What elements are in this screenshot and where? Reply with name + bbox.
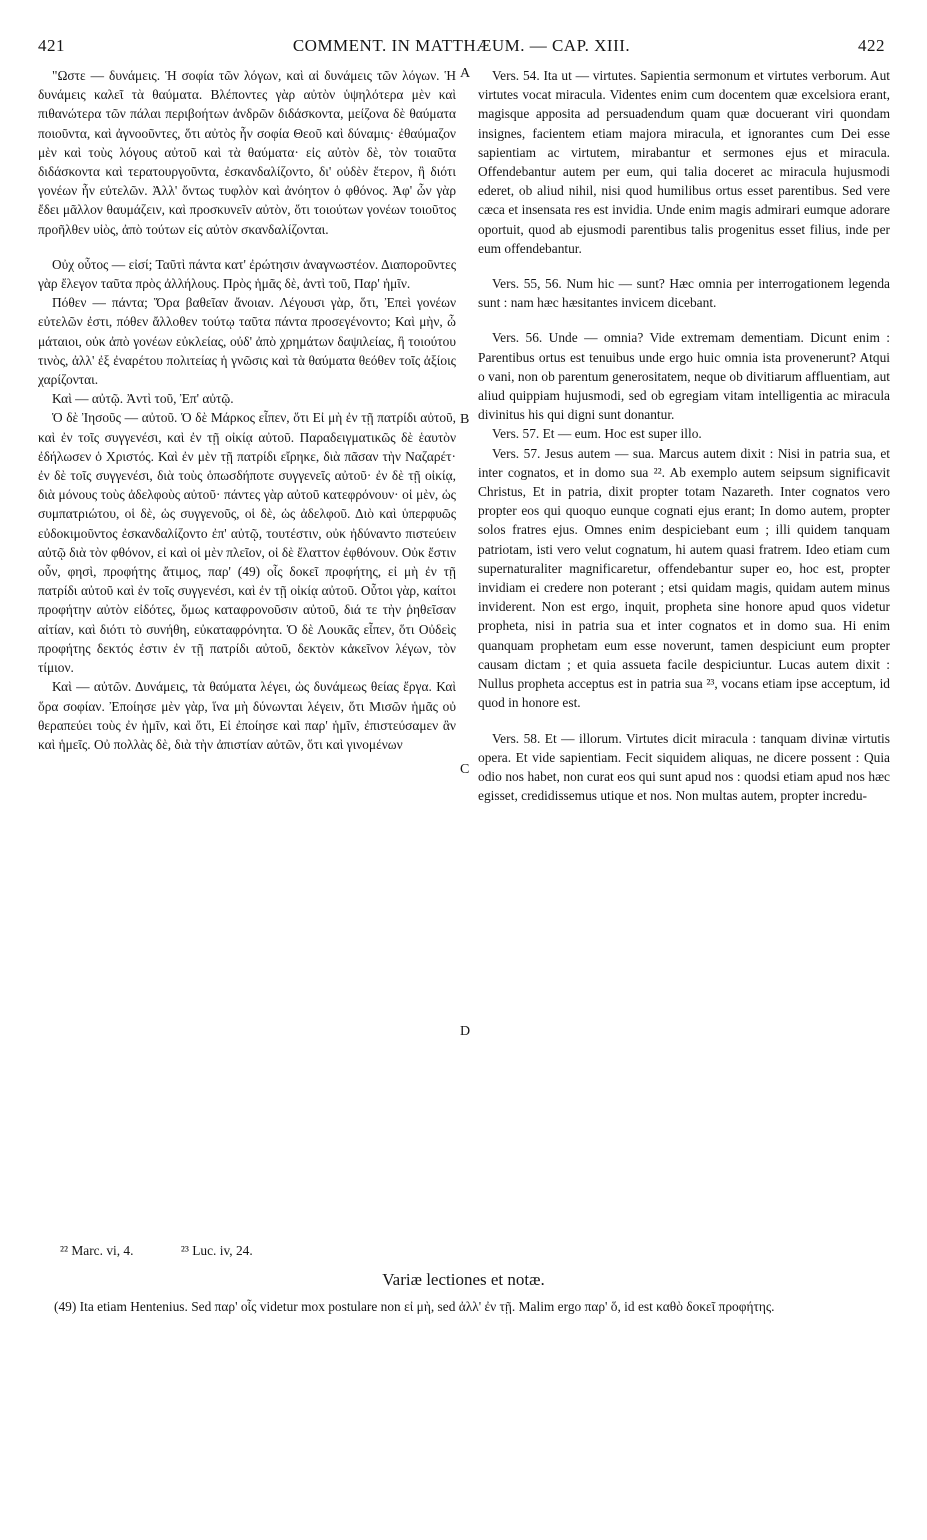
latin-column	[478, 66, 890, 805]
latin-paragraph: Vers. 58. Et — illorum. Virtutes dicit miracula : tanquam divinæ virtutis opera. Et vide sapientiam. Fecit siquidem aliquas, ne dicere possent : Quia odio nos habet, non curat eos qui sunt apud nos : quodsi etiam apud nos hæc egisset, credidissemus utique et nos. Non multas autem, propter incredu-	[478, 730, 890, 804]
running-title: COMMENT. IN MATTHÆUM. — CAP. XIII.	[292, 36, 631, 55]
greek-paragraph: Οὐχ οὗτος — εἰσί; Ταῦτὶ πάντα κατ' ἐρώτησιν ἀναγνωστέον. Διαποροῦντες γὰρ ἔλεγον ταῦτα πρὸς ἀλλήλους. Πρὸς ἡμᾶς δὲ, ἀντὶ τοῦ, Παρ' ἡμῖν.	[38, 256, 456, 292]
greek-paragraph: Καὶ — αὐτῶν. Δυνάμεις, τὰ θαύματα λέγει, ὡς δυνάμεως θείας ἔργα. Καὶ ὅρα σοφίαν. Ἐποίησε μὲν γὰρ, ἵνα μὴ δύνωνται λέγειν, ὅτι Μισῶν ἡμᾶς οὐ θεραπεύει τοὺς ἐν ἡμῖν, καὶ ὅτι, Εἰ ἐποίησε καὶ παρ' ἡμῖν, ἐπιστεύσαμεν ἂν καὶ ἡμεῖς. Οὐ πολλὰς δὲ, διὰ τὴν ἀπιστίαν αὐτῶν, ὅτι καὶ γινομένων	[38, 679, 456, 752]
greek-paragraph: Ὁ δὲ Ἰησοῦς — αὐτοῦ. Ὁ δὲ Μάρκος εἶπεν, ὅτι Εἰ μὴ ἐν τῇ πατρίδι αὐτοῦ, καὶ ἐν τοῖς συγγενέσι, καὶ ἐν τῇ οἰκίᾳ αὐτοῦ. Παραδειγματικῶς δὲ ἑαυτὸν ἐδήλωσεν ὁ Χριστός. Καὶ ἐν μὲν τῇ πατρίδι εἴρηκε, διὰ πᾶσαν τὴν Ναζαρέτ· ἐν δὲ τοῖς συγγενέσι, διὰ τοὺς ὁπωσδήποτε συγγενεῖς αὐτοῦ· ἐν δὲ τῇ οἰκίᾳ, διὰ μόνους τοὺς ἀδελφοὺς αὐτοῦ· πάντες γὰρ αὐτοῦ κατεφρόνουν· οἱ μὲν, ὡς συμπατριώτου, οἱ δὲ, ὡς συγγενοῦς, οἱ δὲ, ὡς ἀδελφοῦ. Διὸ καὶ ὑπερφυῶς εὐδοκιμοῦντος ἐσκανδαλίζοντο ἐπ' αὐτῷ, τουτέστιν, οὐκ ἠδύναντο πιστεύειν αὐτῷ διὰ τὸν φθόνον, εἰ καὶ οἱ μὲν πλεῖον, οἱ δὲ ἔλαττον ἐφθόνουν. Οὐκ ἔστιν οὖν, φησὶ, προφήτης ἄτιμος, παρ' (49) οἷς δοκεῖ προφήτης, εἰ μὴ ἐν τῇ πατρίδι αὐτοῦ καὶ ἐν τοῖς συγγενέσι, καὶ ἐν τῇ οἰκίᾳ αὐτοῦ. Οὗτοι γὰρ, καίτοι προφήτην αὐτὸν εἰδότες, ὅμως καταφρονοῦσιν αὐτοῦ, διά τε τὴν ῥηθεῖσαν αἰτίαν, καὶ διότι τὸ συνήθη, εὐκαταφρόνητα. Ὁ δὲ Λουκᾶς εἶπεν, ὅτι Οὐδεὶς προφήτης δεκτός ἐστιν ἐν τῇ πατρίδι αὐτοῦ, δεκτὸν κἀκεῖνον λέγων, τὸν τίμιον.	[38, 410, 457, 676]
latin-paragraph: Vers. 55, 56. Num hic — sunt? Hæc omnia per interrogationem legenda sunt : nam hæc hæsitantes invicem dicebant.	[478, 276, 890, 311]
latin-paragraph: Vers. 56. Unde — omnia? Vide extremam dementiam. Dicunt enim : Parentibus ortus est tenuibus unde ergo huic omnia ista provenerunt? Atqui o vani, non ob parentum generositatem, neque ob divitiarum affluentiam, aut aliud quippiam hujusmodi, sed ob egregiam vitam intelligentia ac miracula divinitus his qui digni sunt donantur.	[478, 330, 890, 423]
section-marker-b: B	[460, 412, 470, 427]
page-header	[38, 36, 885, 62]
section-marker-c: C	[460, 762, 470, 777]
latin-paragraph: Vers. 54. Ita ut — virtutes. Sapientia sermonum et virtutes verborum. Aut virtutes vocat miracula. Videntes enim cum docentem quæ excelsiora erant, magisque apposita ad persuadendum quam quæ docuerant viri quondam insignes, facientem etiam majora miracula, et ignorantes cum Dei esse sapientiam ac virtutem, mirabantur et sermones ejus et miracula. Offendebantur autem per eum, qui talia doceret ac miracula hujusmodi ederet, ob aliud nihil, nisi quod humilibus ortus esset parentibus. Sed vere cæca et insensata res est invidia. Unde enim magis admirari eumque adorare oportuit, quod ab ejusmodi parentibus talis progenitus esset filius, inde per eum offendebantur.	[478, 68, 890, 256]
footnote: ²² Marc. vi, 4.	[60, 1243, 134, 1258]
variae-lectiones-title: Variæ lectiones et notæ.	[382, 1270, 545, 1289]
greek-paragraph: Καὶ — αὐτῷ. Ἀντὶ τοῦ, Ἐπ' αὐτῷ.	[52, 391, 234, 407]
page-number-left: 421	[38, 36, 65, 55]
section-marker-a: A	[460, 66, 471, 81]
editorial-note: (49) Ita etiam Hentenius. Sed παρ' οἷς videtur mox postulare non εἰ μὴ, sed ἀλλ' ἐν τῇ. Malim ergo παρ' ὅ, id est καθὸ δοκεῖ προφήτης.	[54, 1299, 775, 1314]
latin-paragraph: Vers. 57. Jesus autem — sua. Marcus autem dixit : Nisi in patria sua, et inter cognatos, et in domo sua ²². Ab exemplo autem seipsum significavit Christus, Et in patria, dixit propter totam Nazareth. Inter cognatos vero propter eos qui quoquo eunque cognati ejus erant; In domo autem, propter solos fratres ejus. Omnes enim despiciebant eum ; illi quidem tanquam patriotam, isti vero velut cognatum, hi autem quasi fratrem. Ideo etiam cum supernaturaliter magnificaretur, offendebantur super eo, hoc est, propter invidiam ei credere non poterant ; etsi quidam magis, quidam autem minus inviderent. Non est ergo, inquit, propheta sine honore apud quos videtur propheta, nisi in patria sua et inter cognatos et in domo sua. Hi enim quanquam prophetam eum esse noverunt, tamen despiciunt eum propter causam dictam ; et quia assueta facile despiciuntur. Lucas autem dixit : Nullus propheta acceptus est in patria sua ²³, vocans etiam ipse acceptum, id quod in honore est.	[478, 445, 890, 711]
greek-paragraph: "Ωστε — δυνάμεις. Ἡ σοφία τῶν λόγων, καὶ αἱ δυνάμεις τῶν λόγων. Ἡ δυνάμεις καλεῖ τὰ θαύματα. Βλέποντες γὰρ αὐτὸν ὑψηλότερα μὲν καὶ πιθανώτερα τῶν πάλαι περιβοήτων ἀνδρῶν διδάσκοντα, μείζονα δὲ θαύματα ποιοῦντα, καὶ ἀγνοοῦντες, ὅτι αὐτὸς ἦν σοφία Θεοῦ καὶ δύναμις· ἐθαύμαζον μὲν καὶ τοὺς λόγους αὐτοῦ καὶ τὰ θαύματα· εἰς αὐτὸν δὲ, τὸν τοιαῦτα διδάσκοντα καὶ τερατουργοῦντα, ἐσκανδαλίζοντο, δι' οὐδὲν ἕτερον, ἢ διότι γονέων ἦν εὐτελῶν. Ἀλλ' ὄντως τυφλὸν καὶ ἀνόητον ὁ φθόνος. Ἀφ' ὧν γὰρ ἔδει μᾶλλον θαυμάζειν, καὶ προσκυνεῖν αὐτὸν, ὅτι τοιούτων γονέων τοιοῦτος προῆλθεν υἱὸς, ἀπὸ τούτων εἰς αὐτὸν σκανδαλίζονται.	[38, 68, 456, 237]
footnotes	[60, 1243, 880, 1259]
greek-column	[38, 66, 456, 754]
footnote: ²³ Luc. iv, 24.	[180, 1243, 253, 1258]
greek-paragraph: Πόθεν — πάντα; Ὅρα βαθεῖαν ἄνοιαν. Λέγουσι γὰρ, ὅτι, Ἐπεὶ γονέων εὐτελῶν ἐστι, πόθεν ἄλλοθεν τούτῳ ταῦτα πάντα προσεγένοντο; Καὶ μὴν, ὦ μάταιοι, οὐκ ἀπὸ γονέων εὐκλείας, οὐδ' ἀπὸ χρημάτων δαψιλείας, ἢ τοιούτου τινὸς, ἀλλ' ἐξ ἐναρέτου πολιτείας ἡ γνῶσις καὶ τὰ θαύματα θεόθεν τοῖς ἀξίοις χαρίζονται.	[38, 295, 456, 388]
latin-paragraph: Vers. 57. Et — eum. Hoc est super illo.	[492, 426, 702, 442]
page-number-right: 422	[858, 36, 885, 55]
section-marker-d: D	[460, 1024, 471, 1039]
